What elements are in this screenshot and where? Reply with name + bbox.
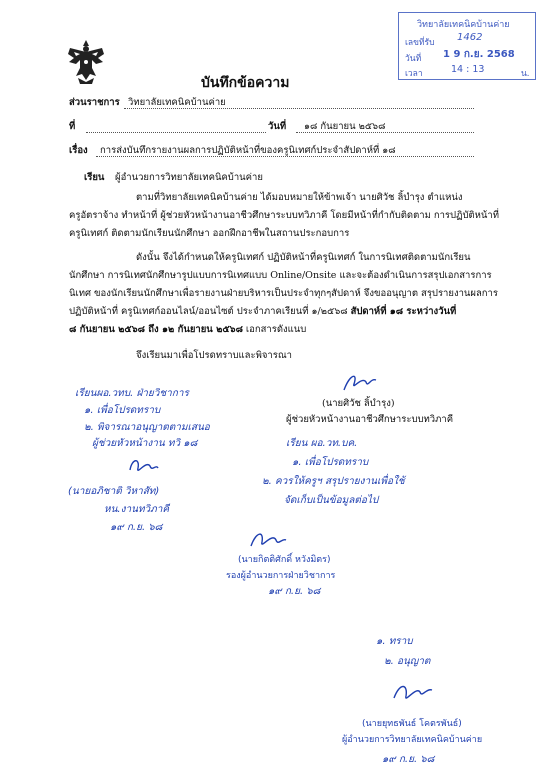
- p2-line-5: [69, 324, 306, 336]
- signer-signature-icon: [340, 370, 380, 396]
- left-note-3: ๒. พิจารณาอนุญาตตามเสนอ: [84, 422, 210, 433]
- closing-text: จึงเรียนมาเพื่อโปรดทราบและพิจารณา: [136, 350, 293, 361]
- director-name: (นายยุทธพันธ์ โคตรพันธ์): [362, 719, 462, 729]
- p2-line-4: [69, 306, 456, 318]
- p1-line-3: ครูนิเทศก์ ติดตามนักเรียนนักศึกษา ออกฝึกอาชีพในสถานประกอบการ: [69, 228, 350, 239]
- agency-label: ส่วนราชการ: [69, 97, 120, 108]
- director-position: ผู้อำนวยการวิทยาลัยเทคนิคบ้านค่าย: [342, 735, 483, 745]
- deputy-signature-icon: [248, 528, 288, 552]
- left-note-date: ๑๙ ก.ย. ๖๘: [110, 522, 163, 533]
- left-note-name: (นายอภิชาติ วิหาสัท): [68, 486, 160, 497]
- p2-line-5-text: เอกสารดังแนบ: [242, 324, 307, 335]
- left-note-1: เรียนผอ.วทบ. ฝ่ายวิชาการ: [75, 388, 189, 399]
- director-date: ๑๙ ก.ย. ๖๘: [382, 754, 435, 765]
- p1-line-2: ครูอัตราจ้าง ทำหน้าที่ ผู้ช่วยหัวหน้างานอาชีวศึกษาระบบทวิภาคี โดยมีหน้าที่กำกับติดตาม การปฏิบัติหน้าที่: [69, 210, 500, 221]
- signer-name: (นายศิวัช ลิ้บำรุง): [322, 398, 395, 409]
- ref-label: ที่: [69, 121, 76, 132]
- signer-position: ผู้ช่วยหัวหน้างานอาชีวศึกษาระบบทวิภาคี: [286, 414, 454, 425]
- stamp-time-label: เวลา: [405, 69, 423, 79]
- subject-label: เรื่อง: [69, 145, 88, 156]
- deputy-name: (นายกิตติศักดิ์ หวังมิตร): [238, 555, 331, 565]
- p2-line-3: นิเทศ ของนักเรียนนักศึกษาเพื่อรายงานฝ่ายบริหารเป็นประจำทุกๆสัปดาห์ จึงขออนุญาต สรุปรายงานผลการ: [69, 288, 498, 299]
- left-note-position: หน.งานทวิภาคี: [104, 504, 170, 515]
- right-note-1: เรียน ผอ.วท.บค.: [286, 438, 358, 449]
- garuda-emblem-icon: [66, 38, 106, 84]
- p2-line-2: นักศึกษา การนิเทศนักศึกษารูปแบบการนิเทศแบบ Online/Onsite และจะต้องดำเนินการสรุปเอกสารการ: [69, 270, 492, 281]
- right-note-2: ๑. เพื่อโปรดทราบ: [292, 457, 369, 468]
- receipt-stamp: [398, 12, 536, 80]
- p2-line-5-bold: ๘ กันยายน ๒๕๖๘ ถึง ๑๒ กันยายน ๒๕๖๘: [69, 324, 243, 335]
- memo-title: บันทึกข้อความ: [201, 75, 290, 91]
- to-value: ผู้อำนวยการวิทยาลัยเทคนิคบ้านค่าย: [115, 172, 263, 183]
- director-signature-icon: [390, 680, 434, 706]
- ref-underline: [86, 132, 266, 133]
- subject-value: การส่งบันทึกรายงานผลการปฏิบัติหน้าที่ของครูนิเทศก์ประจำสัปดาห์ที่ ๑๘: [100, 145, 396, 156]
- date-label: วันที่: [268, 121, 287, 132]
- left-note-2: ๑. เพื่อโปรดทราบ: [84, 405, 161, 416]
- stamp-recv-no: 1462: [457, 32, 483, 43]
- deputy-position: รองผู้อำนวยการฝ่ายวิชาการ: [226, 571, 336, 581]
- director-note-1: ๑. ทราบ: [376, 636, 413, 647]
- p2-line-4-bold: สัปดาห์ที่ ๑๘ ระหว่างวันที่: [350, 306, 457, 317]
- stamp-org: วิทยาลัยเทคนิคบ้านค่าย: [417, 20, 510, 30]
- right-note-3: ๒. ควรให้ครูฯ สรุปรายงานเพื่อใช้: [262, 476, 405, 487]
- stamp-date-label: วันที่: [405, 54, 422, 64]
- left-note-signature-icon: [126, 456, 160, 478]
- stamp-date: 1 9 ก.ย. 2568: [443, 49, 515, 60]
- deputy-date: ๑๙ ก.ย. ๖๘: [268, 586, 321, 597]
- date-value: ๑๘ กันยายน ๒๕๖๘: [304, 121, 386, 132]
- stamp-time: 14 : 13: [451, 64, 485, 75]
- to-label: เรียน: [84, 172, 105, 183]
- stamp-recv-label: เลขที่รับ: [405, 38, 435, 48]
- agency-value: วิทยาลัยเทคนิคบ้านค่าย: [128, 97, 226, 108]
- right-note-4: จัดเก็บเป็นข้อมูลต่อไป: [284, 495, 379, 506]
- stamp-time-unit: น.: [521, 69, 530, 79]
- p2-line-1: ดังนั้น จึงได้กำหนดให้ครูนิเทศก์ ปฏิบัติหน้าที่ครูนิเทศก์ ในการนิเทศติดตามนักเรียน: [136, 252, 471, 263]
- left-note-4: ผู้ช่วยหัวหน้างาน ทวิ ๑๘: [92, 438, 198, 449]
- p1-line-1: ตามที่วิทยาลัยเทคนิคบ้านค่าย ได้มอบหมายให้ข้าพเจ้า นายศิวัช ลิ้บำรุง ตำแหน่ง: [136, 192, 463, 203]
- p2-line-4-text: ปฏิบัติหน้าที่ ครูนิเทศก์ออนไลน์/ออนไซต์ ประจำภาคเรียนที่ ๑/๒๕๖๘: [69, 306, 351, 317]
- director-note-2: ๒. อนุญาต: [384, 656, 431, 667]
